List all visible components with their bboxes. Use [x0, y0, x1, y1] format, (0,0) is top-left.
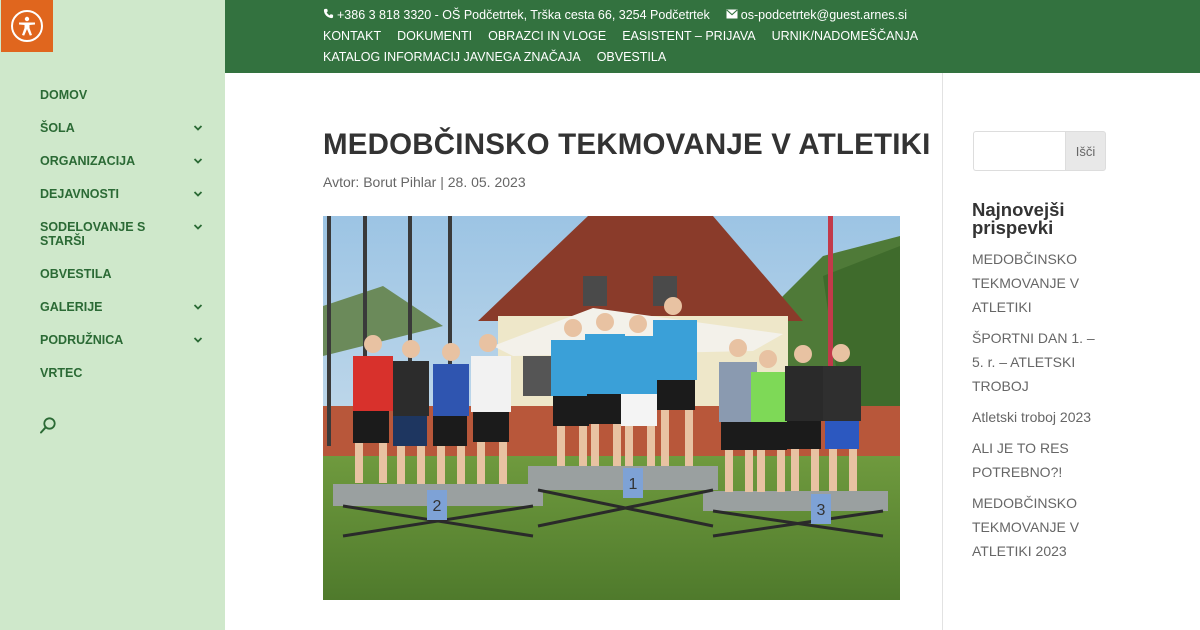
secondary-menu-row-1 — [323, 29, 934, 43]
phone-icon — [323, 8, 334, 22]
sidebar-item-3[interactable] — [40, 187, 210, 201]
top-menu-item[interactable]: OBRAZCI IN VLOGE — [488, 29, 607, 43]
top-menu-item[interactable]: OBVESTILA — [596, 50, 667, 64]
podium-label-2: 2 — [432, 498, 442, 515]
secondary-menu-row-2 — [323, 50, 682, 64]
chevron-down-icon[interactable] — [192, 221, 204, 233]
recent-post-link[interactable]: MEDOBČINSKO TEKMOVANJE V ATLETIKI — [972, 251, 1080, 315]
widget-search — [973, 131, 1106, 171]
search-input[interactable] — [973, 131, 1065, 171]
sidebar-item-label: GALERIJE — [40, 300, 103, 314]
sidebar-item-8[interactable] — [40, 366, 210, 380]
sidebar-item-label: ŠOLA — [40, 121, 75, 135]
search-button[interactable]: Išči — [1065, 131, 1106, 171]
sidebar-item-label: ORGANIZACIJA — [40, 154, 136, 168]
sidebar-item-label: VRTEC — [40, 366, 83, 380]
chevron-down-icon[interactable] — [192, 301, 204, 313]
sidebar-item-7[interactable] — [40, 333, 210, 347]
podium-label-3: 3 — [816, 502, 826, 519]
sidebar-item-label: PODRUŽNICA — [40, 333, 124, 347]
top-menu-item[interactable]: DOKUMENTI — [397, 29, 473, 43]
sidebar-item-label: DOMOV — [40, 88, 88, 102]
sidebar-item-2[interactable] — [40, 154, 210, 168]
recent-posts-list — [972, 247, 1110, 570]
search-icon[interactable] — [38, 416, 58, 436]
content-divider — [942, 73, 943, 630]
top-menu-item[interactable]: URNIK/NADOMEŠČANJA — [771, 29, 919, 43]
email-link[interactable]: os-podcetrtek@guest.arnes.si — [740, 8, 908, 22]
chevron-down-icon[interactable] — [192, 188, 204, 200]
sidebar-item-label: SODELOVANJE S STARŠI — [40, 220, 146, 248]
sidebar-item-0[interactable] — [40, 88, 210, 102]
sidebar-item-6[interactable] — [40, 300, 210, 314]
envelope-icon — [726, 8, 738, 22]
post-title: MEDOBČINSKO TEKMOVANJE V ATLETIKI — [323, 128, 931, 161]
top-menu-item[interactable]: EASISTENT – PRIJAVA — [622, 29, 756, 43]
sidebar-item-label: DEJAVNOSTI — [40, 187, 119, 201]
recent-post-link[interactable]: MEDOBČINSKO TEKMOVANJE V ATLETIKI 2023 — [972, 495, 1080, 559]
top-header — [225, 0, 1200, 73]
accessibility-button[interactable] — [1, 0, 53, 52]
chevron-down-icon[interactable] — [192, 122, 204, 134]
sidebar-item-4[interactable] — [40, 220, 210, 248]
phone-address-text[interactable]: +386 3 818 3320 - OŠ Podčetrtek, Trška cesta 66, 3254 Podčetrtek — [337, 8, 710, 22]
post-meta: Avtor: Borut Pihlar | 28. 05. 2023 — [323, 174, 526, 190]
recent-post-link[interactable]: ALI JE TO RES POTREBNO?! — [972, 440, 1069, 480]
recent-post-link[interactable]: Atletski troboj 2023 — [972, 409, 1092, 425]
recent-posts-heading: Najnovejši prispevki — [972, 199, 1065, 238]
top-menu-item[interactable]: KONTAKT — [323, 29, 382, 43]
sidebar-item-label: OBVESTILA — [40, 267, 112, 281]
sidebar-item-1[interactable] — [40, 121, 210, 135]
accessibility-icon — [11, 10, 43, 42]
chevron-down-icon[interactable] — [192, 155, 204, 167]
top-menu-item[interactable]: KATALOG INFORMACIJ JAVNEGA ZNAČAJA — [323, 50, 581, 64]
sidebar-item-5[interactable] — [40, 267, 210, 281]
featured-image[interactable] — [323, 216, 900, 600]
contact-info — [323, 8, 907, 22]
chevron-down-icon[interactable] — [192, 334, 204, 346]
left-sidebar — [0, 0, 225, 630]
podium-label-1: 1 — [628, 476, 638, 493]
recent-post-link[interactable]: ŠPORTNI DAN 1. – 5. r. – ATLETSKI TROBOJ — [972, 330, 1095, 394]
